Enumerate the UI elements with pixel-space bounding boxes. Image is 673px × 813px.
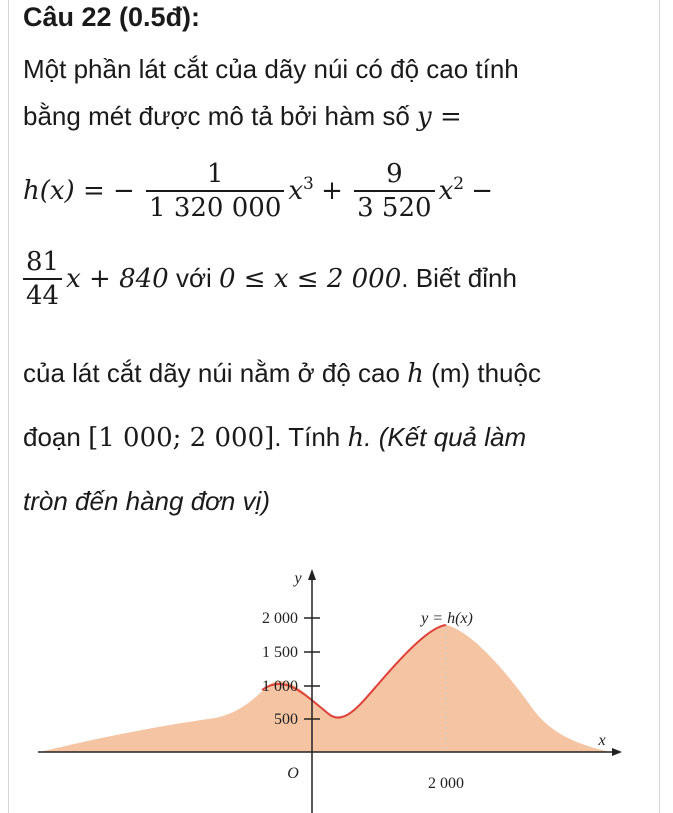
fraction-1-denominator: 1 320 000 (146, 190, 284, 224)
question-line-1: Một phần lát cắt của dãy núi có độ cao tính (23, 54, 519, 84)
question-line-2 (23, 101, 462, 132)
exponent-2: 2 (453, 174, 465, 195)
fraction-3 (23, 248, 62, 312)
fraction-2-numerator: 9 (386, 159, 403, 189)
plus-sign: + (321, 175, 343, 206)
fraction-1-numerator: 1 (206, 159, 224, 189)
fraction-2-denominator: 3 520 (354, 190, 434, 224)
question-line-2-text: bằng mét được mô tả bởi hàm số (23, 101, 410, 131)
var-h-2: h (347, 423, 365, 453)
var-h: h (407, 359, 424, 389)
y-axis-label: y (294, 570, 302, 587)
curve-label: y = h(x) (421, 610, 473, 627)
question-line-6 (23, 422, 526, 453)
question-line-6-mid: . Tính (274, 422, 341, 452)
fraction-3-denominator: 44 (23, 278, 62, 312)
question-line-6-start: đoạn (23, 422, 81, 452)
y-tick-label-1500: 1 500 (262, 644, 298, 661)
x-axis-arrow-icon (612, 748, 622, 756)
minus-sign: − (471, 175, 494, 206)
x-axis-label: x (598, 732, 606, 749)
interval: [1 000; 2 000] (88, 423, 275, 453)
term-x2: x (438, 175, 454, 206)
question-line-5 (23, 358, 541, 389)
fraction-2 (354, 160, 434, 224)
y-axis-arrow-icon (308, 569, 316, 580)
formula-line-1 (23, 160, 493, 224)
origin-label: O (287, 765, 299, 782)
y-tick-label-1000: 1 000 (262, 678, 298, 695)
formula-lhs: h(x) = − (23, 175, 135, 206)
fraction-3-numerator: 81 (26, 247, 60, 277)
mountain-fill (40, 625, 610, 752)
with-text: với (175, 262, 212, 293)
exponent-3: 3 (303, 174, 314, 195)
mountain-graph (0, 555, 673, 813)
x-tick-label-2000: 2 000 (428, 775, 464, 792)
y-tick-label-500: 500 (274, 711, 298, 728)
formula-line-2 (23, 248, 517, 312)
question-line-6-end: . (Kết quả làm (364, 422, 527, 452)
question-line-5-text: của lát cắt dãy núi nằm ở độ cao (23, 358, 400, 388)
function-y-equals: y = (417, 102, 462, 132)
domain-inequality: 0 ≤ x ≤ 2 000 (219, 263, 402, 294)
term-x3: x (288, 175, 304, 206)
question-line-5-end: (m) thuộc (431, 358, 541, 388)
y-tick-label-2000: 2 000 (262, 610, 298, 627)
fraction-1 (146, 160, 284, 224)
question-title: Câu 22 (0.5đ): (23, 2, 201, 32)
formula-tail: x + 840 (66, 263, 169, 294)
after-domain-text: . Biết đỉnh (401, 262, 517, 293)
question-line-7: tròn đến hàng đơn vị) (23, 486, 270, 516)
